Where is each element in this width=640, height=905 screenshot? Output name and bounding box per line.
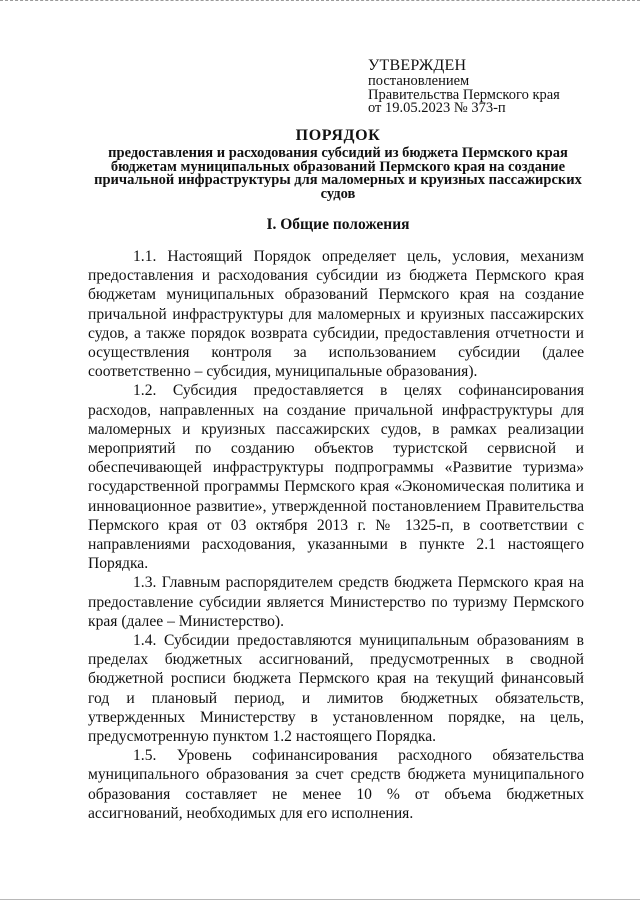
approval-stamp (368, 57, 608, 116)
paragraph-1-1: 1.1. Настоящий Порядок определяет цель, условия, механизм предоставления и расходования субсидии из бюджета Пермского края бюджетам муниципальных образований Пермского края на создание причальной инфраструктуры для маломерных и круизных пассажирских судов, а также порядок возврата субсидии, предоставления отчетности и осуществления контроля за использованием субсидии (далее соответственно – субсидия, муниципальные образования). (88, 248, 584, 381)
document-title: ПОРЯДОК (295, 127, 381, 144)
document-subtitle: предоставления и расходования субсидий из бюджета Пермского края бюджетам муниципальных образований Пермского края на создание причальной инфраструктуры для маломерных и круизных пассажирских судов (94, 145, 582, 202)
approval-line: постановлением (368, 73, 470, 89)
paragraph-1-2: 1.2. Субсидия предоставляется в целях софинансирования расходов, направленных на создание причальной инфраструктуры для маломерных и круизных пассажирских судов, в рамках реализации мероприятий по созданию объектов туристской сервисной и обеспечивающей инфраструктуры подпрограммы «Развитие туризма» государственной программы Пермского края «Экономическая политика и инновационное развитие», утвержденной постановлением Правительства Пермского края от 03 октября 2013 г. № 1325-п, в соответствии с направлениями расходования, указанными в пункте 2.1 настоящего Порядка. (88, 382, 584, 573)
paragraph-1-3: 1.3. Главным распорядителем средств бюджета Пермского края на предоставление субсидии является Министерство по туризму Пермского края (далее – Министерство). (88, 574, 584, 630)
scan-edge-bottom (0, 899, 640, 901)
section-heading: I. Общие положения (266, 216, 410, 233)
document-body (88, 247, 584, 823)
approval-line: от 19.05.2023 № 373-п (368, 100, 506, 116)
scan-edge-top (0, 0, 640, 5)
paragraph-1-5: 1.5. Уровень софинансирования расходного обязательства муниципального образования за счет средств бюджета муниципального образования составляет не менее 10 % от объема бюджетных ассигнований, необходимых для его исполнения. (88, 747, 584, 822)
paragraph-1-4: 1.4. Субсидии предоставляются муниципальным образованиям в пределах бюджетных ассигнований, предусмотренных в сводной бюджетной росписи бюджета Пермского края на текущий финансовый год и плановый период, и лимитов бюджетных обязательств, утвержденных Министерству в установленном порядке, на цель, предусмотренную пунктом 1.2 настоящего Порядка. (88, 632, 584, 746)
approval-heading: УТВЕРЖДЕН (368, 57, 467, 74)
approval-line: Правительства Пермского края (368, 86, 560, 103)
